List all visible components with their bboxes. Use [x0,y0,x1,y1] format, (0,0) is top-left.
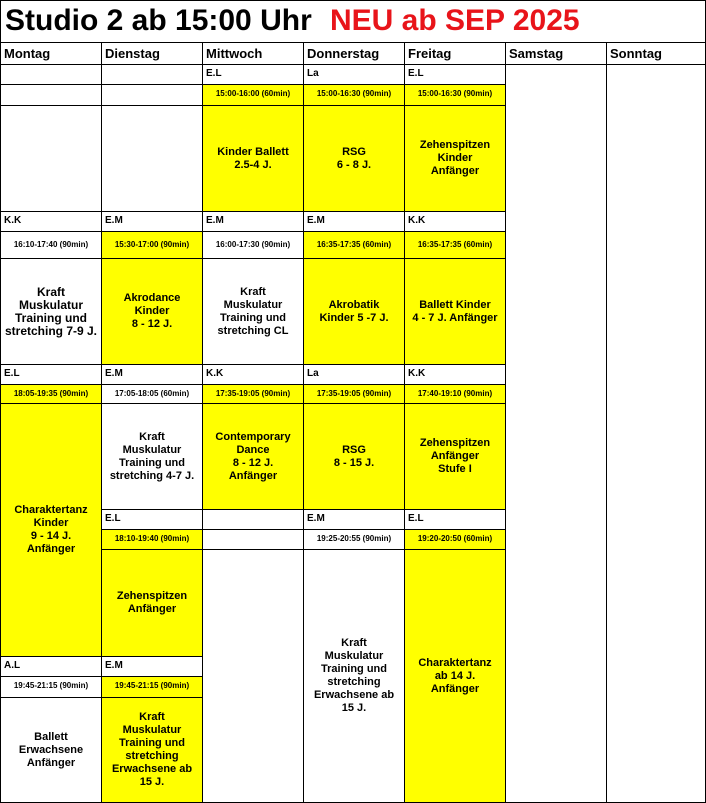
teacher-label: A.L [1,657,102,677]
teacher-label: E.M [102,657,203,677]
teacher-label: E.L [102,510,203,530]
time-slot: 19:25-20:55 (90min) [304,530,405,550]
page-title [1,1,705,43]
class-block: Ballett Erwachsene Anfänger [1,698,102,802]
time-slot: 16:00-17:30 (90min) [203,232,304,259]
teacher-label: E.M [203,212,304,232]
time-slot: 19:45-21:15 (90min) [1,677,102,698]
day-header-freitag: Freitag [405,43,506,65]
class-block: Zehenspitzen Anfänger [102,550,203,657]
teacher-label: E.L [405,510,506,530]
teacher-label: E.L [405,65,506,85]
day-header-dienstag: Dienstag [102,43,203,65]
time-slot: 17:35-19:05 (90min) [304,385,405,404]
time-slot: 16:10-17:40 (90min) [1,232,102,259]
class-block: Akrodance Kinder 8 - 12 J. [102,259,203,365]
empty-cell [203,550,304,802]
teacher-label: K.K [203,365,304,385]
class-block: Kinder Ballett 2.5-4 J. [203,106,304,212]
empty-cell [203,510,304,530]
empty-cell [203,530,304,550]
class-block: RSG 6 - 8 J. [304,106,405,212]
time-slot: 16:35-17:35 (60min) [405,232,506,259]
class-block: Kraft Muskulatur Training und stretching 7-9 J. [1,259,102,365]
time-slot: 17:35-19:05 (90min) [203,385,304,404]
time-slot: 17:05-18:05 (60min) [102,385,203,404]
time-slot: 15:00-16:30 (90min) [405,85,506,106]
teacher-label: E.M [304,510,405,530]
empty-cell [102,106,203,212]
empty-cell [1,106,102,212]
day-header-samstag: Samstag [506,43,607,65]
class-block: Ballett Kinder 4 - 7 J. Anfänger [405,259,506,365]
day-header-mittwoch: Mittwoch [203,43,304,65]
empty-column-samstag [506,65,607,802]
title-main: Studio 2 ab 15:00 Uhr [5,4,312,37]
class-block: Kraft Muskulatur Training und stretching Erwachsene ab 15 J. [102,698,203,802]
time-slot: 16:35-17:35 (60min) [304,232,405,259]
teacher-label: La [304,65,405,85]
empty-cell [1,85,102,106]
class-block: Kraft Muskulatur Training und stretching CL [203,259,304,365]
empty-cell [1,65,102,85]
class-block: Zehenspitzen Anfänger Stufe I [405,404,506,510]
teacher-label: E.M [304,212,405,232]
class-block: Charaktertanz Kinder 9 - 14 J. Anfänger [1,404,102,657]
teacher-label: K.K [1,212,102,232]
teacher-label: K.K [405,365,506,385]
teacher-label: La [304,365,405,385]
time-slot: 19:45-21:15 (90min) [102,677,203,698]
class-block: RSG 8 - 15 J. [304,404,405,510]
class-block: Akrobatik Kinder 5 -7 J. [304,259,405,365]
time-slot: 18:05-19:35 (90min) [1,385,102,404]
day-header-montag: Montag [1,43,102,65]
time-slot: 15:00-16:30 (90min) [304,85,405,106]
time-slot: 17:40-19:10 (90min) [405,385,506,404]
time-slot: 18:10-19:40 (90min) [102,530,203,550]
teacher-label: E.L [203,65,304,85]
teacher-label: E.L [1,365,102,385]
class-block: Contemporary Dance 8 - 12 J. Anfänger [203,404,304,510]
day-header-donnerstag: Donnerstag [304,43,405,65]
teacher-label: E.M [102,365,203,385]
empty-cell [102,65,203,85]
day-header-sonntag: Sonntag [607,43,705,65]
time-slot: 15:00-16:00 (60min) [203,85,304,106]
class-block: Zehenspitzen Kinder Anfänger [405,106,506,212]
time-slot: 15:30-17:00 (90min) [102,232,203,259]
teacher-label: E.M [102,212,203,232]
class-block: Kraft Muskulatur Training und stretching 4-7 J. [102,404,203,510]
empty-column-sonntag [607,65,705,802]
empty-cell [102,85,203,106]
title-highlight: NEU ab SEP 2025 [330,4,580,37]
class-block: Charaktertanz ab 14 J. Anfänger [405,550,506,802]
teacher-label: K.K [405,212,506,232]
time-slot: 19:20-20:50 (60min) [405,530,506,550]
class-block: Kraft Muskulatur Training und stretching Erwachsene ab 15 J. [304,550,405,802]
